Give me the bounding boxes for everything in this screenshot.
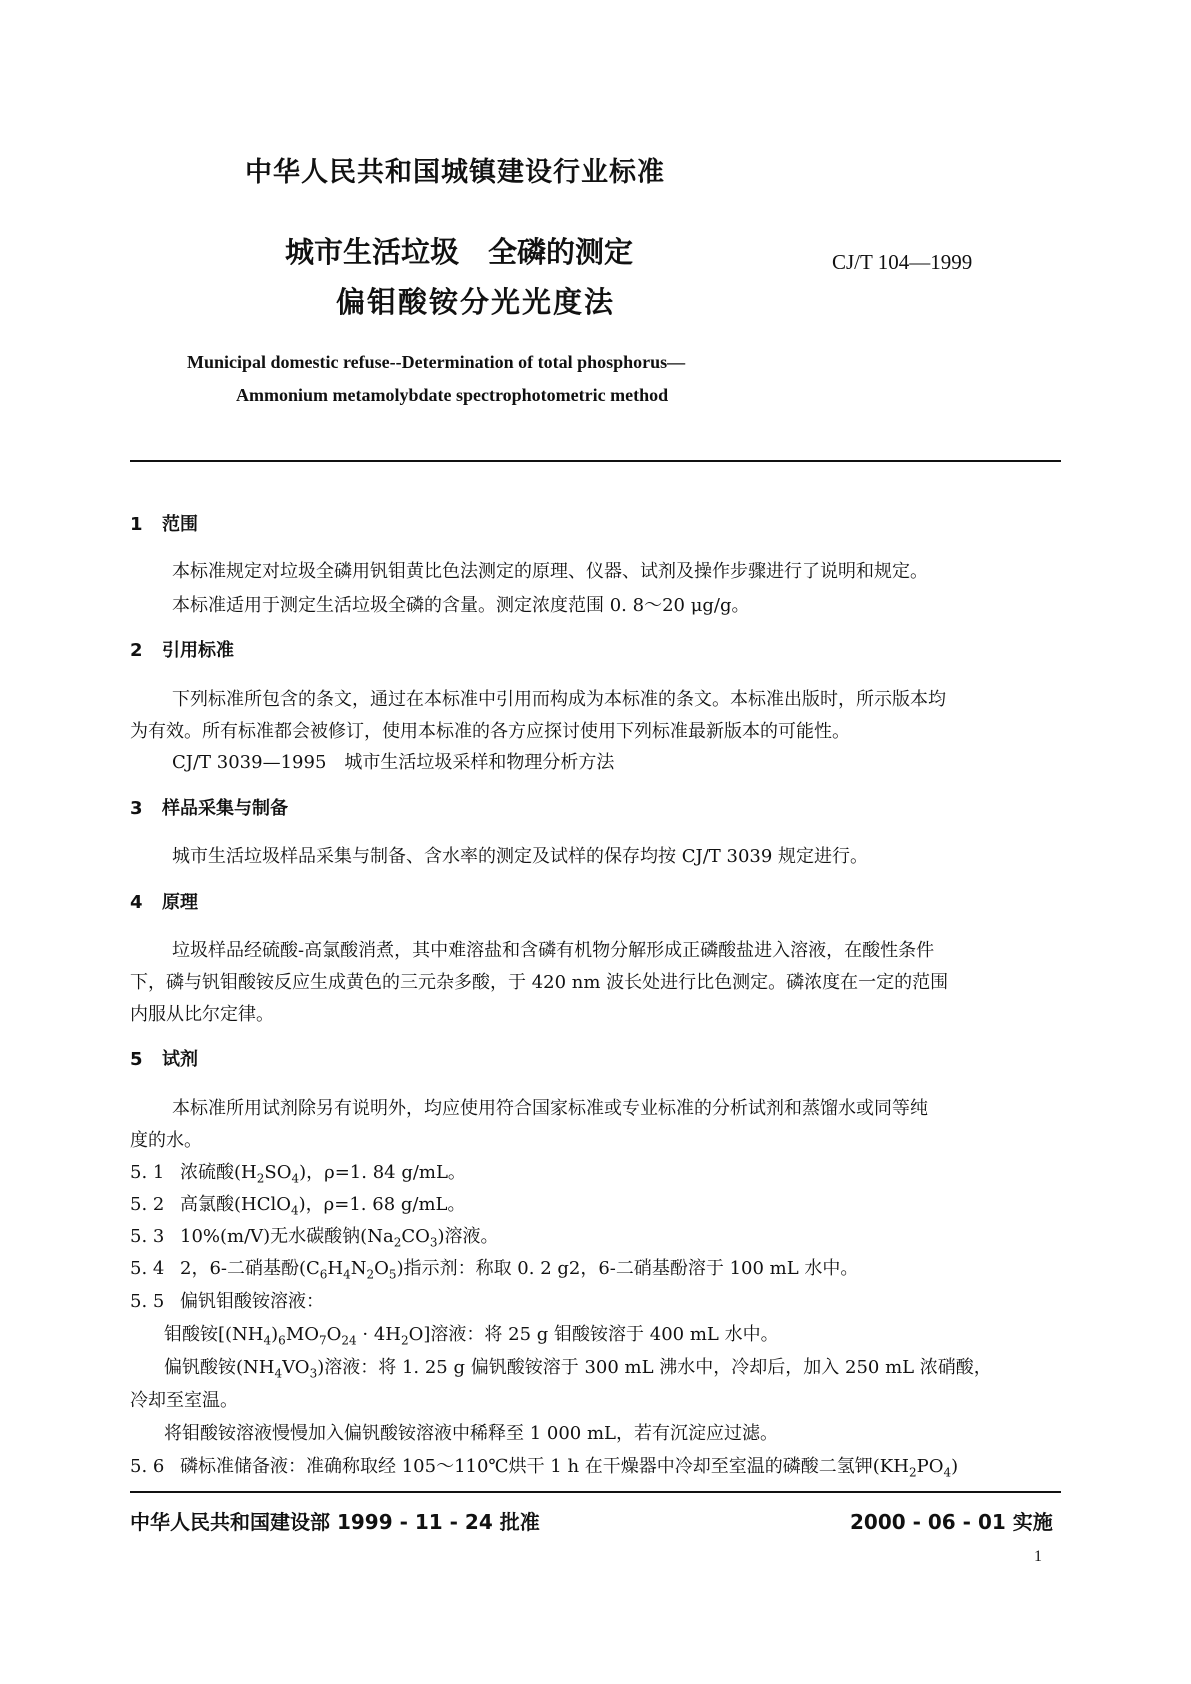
section-1-heading: 1 范围 [130,514,198,535]
title-english-line1: Municipal domestic refuse--Determination of total phosphorus— [187,352,686,372]
section-1-paragraph-1: 本标准规定对垃圾全磷用钒钼黄比色法测定的原理、仪器、试剂及操作步骤进行了说明和规定。 [172,561,928,582]
item-5-5: 5. 5 偏钒钼酸铵溶液： [130,1291,324,1312]
item-5-3: 5. 3 10%(m/V)无水碳酸钠$(Na_2CO_3)$溶液。 [130,1226,499,1250]
title-english-line2: Ammonium metamolybdate spectrophotometric method [236,385,669,405]
section-4-paragraph-line3: 内服从比尔定律。 [130,1004,274,1025]
section-1-paragraph-2: 本标准适用于测定生活垃圾全磷的含量。测定浓度范围 0. 8～20 μg/g。 [172,595,750,616]
section-2-reference: CJ/T 3039—1995 城市生活垃圾采样和物理分析方法 [172,752,615,773]
section-3-paragraph: 城市生活垃圾样品采集与制备、含水率的测定及试样的保存均按 CJ/T 3039 规定进行。 [172,846,869,867]
page-number: 1 [1034,1548,1042,1565]
section-5-paragraph-line1: 本标准所用试剂除另有说明外，均应使用符合国家标准或专业标准的分析试剂和蒸馏水或同等纯 [172,1098,928,1119]
section-2-paragraph-line2: 为有效。所有标准都会被修订，使用本标准的各方应探讨使用下列标准最新版本的可能性。 [130,721,850,742]
mixing-instruction: 将钼酸铵溶液慢慢加入偏钒酸铵溶液中稀释至 1 000 mL，若有沉淀应过滤。 [164,1423,778,1444]
issuing-organization: 中华人民共和国城镇建设行业标准 [245,157,665,188]
section-3-heading: 3 样品采集与制备 [130,798,288,819]
header-divider [130,460,1061,462]
section-4-paragraph-line1: 垃圾样品经硫酸-高氯酸消煮，其中难溶盐和含磷有机物分解形成正磷酸盐进入溶液，在酸性条件 [172,940,935,961]
section-2-paragraph-line1: 下列标准所包含的条文，通过在本标准中引用而构成为本标准的条文。本标准出版时，所示版本均 [172,689,946,710]
section-2-heading: 2 引用标准 [130,640,234,661]
section-4-heading: 4 原理 [130,892,198,913]
section-5-heading: 5 试剂 [130,1049,198,1070]
item-5-6: 5. 6 磷标准储备液：准确称取经 105～110℃烘干 1 h 在干燥器中冷却至室温的磷酸二氢钾$(KH_2PO_4)$ [130,1456,959,1480]
section-5-paragraph-line2: 度的水。 [130,1130,202,1151]
effective-date: 2000 - 06 - 01 实施 [850,1510,1053,1534]
molybdate-solution-line: 钼酸铵$[(NH_4)_6MO_7O_{24} \cdot 4H_2O]$溶液：将 25 g 钼酸铵溶于 400 mL 水中。 [164,1324,779,1348]
vanadate-solution-line2: 冷却至室温。 [130,1390,238,1411]
approval-line: 中华人民共和国建设部 1999 - 11 - 24 批准 [130,1510,540,1534]
title-chinese-line2: 偏钼酸铵分光光度法 [336,285,616,319]
section-4-paragraph-line2: 下，磷与钒钼酸铵反应生成黄色的三元杂多酸，于 420 nm 波长处进行比色测定。磷浓度在一定的范围 [130,972,949,993]
standard-code: CJ/T 104—1999 [832,250,973,274]
vanadate-solution-line1: 偏钒酸铵$(NH_4VO_3)$溶液：将 1. 25 g 偏钒酸铵溶于 300 mL 沸水中，冷却后，加入 250 mL 浓硝酸， [164,1357,992,1381]
item-5-2: 5. 2 高氯酸(HClO$_4$)，ρ=1. 68 g/mL。 [130,1194,466,1218]
title-chinese-line1: 城市生活垃圾 全磷的测定 [285,235,634,269]
item-5-4: 5. 4 2，6-二硝基酚$(C_6H_4N_2O_5)$指示剂：称取 0. 2 g2，6-二硝基酚溶于 100 mL 水中。 [130,1258,859,1282]
footer-divider [130,1491,1061,1493]
item-5-1: 5. 1 浓硫酸$(H_2SO_4)$，ρ=1. 84 g/mL。 [130,1162,466,1186]
